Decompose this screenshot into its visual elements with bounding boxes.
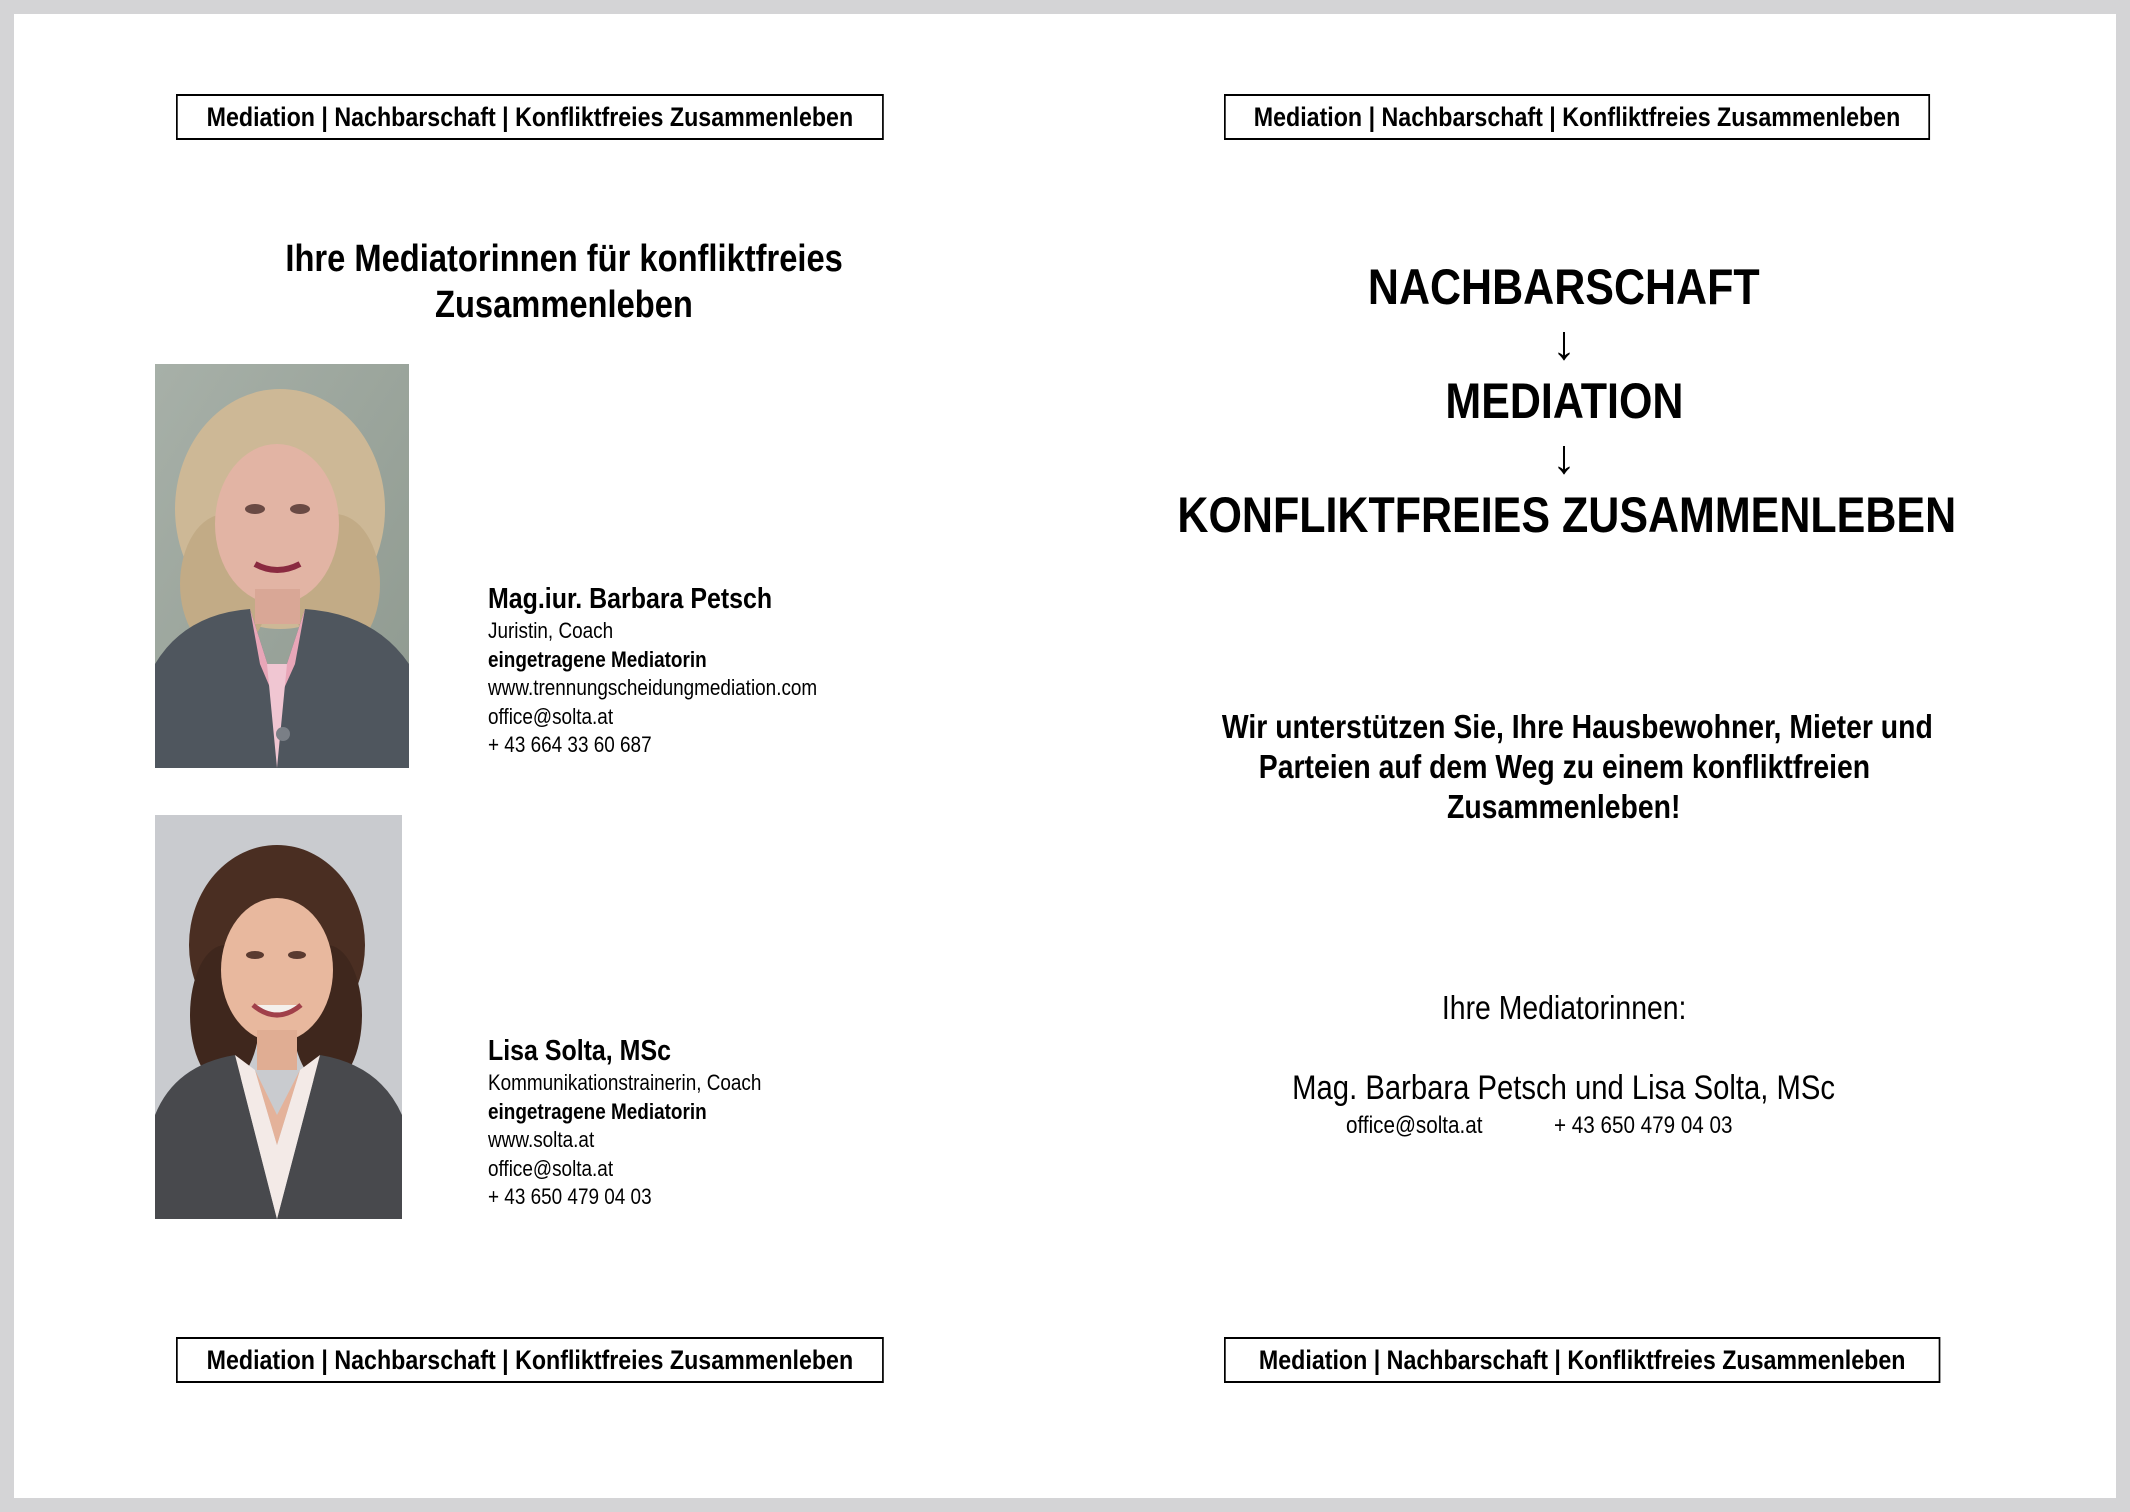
footer-phone-text: + 43 650 479 04 03 (1554, 1112, 1733, 1139)
mediators-names-text: Mag. Barbara Petsch und Lisa Solta, MSc (1292, 1069, 1836, 1107)
mediators-names (1164, 1069, 1964, 1108)
mediator-phone: + 43 650 479 04 03 (488, 1184, 652, 1209)
brochure-sheet (14, 14, 2116, 1498)
mediator-website[interactable]: www.solta.at (488, 1127, 595, 1152)
mediator-phone: + 43 664 33 60 687 (488, 732, 652, 757)
footer-email[interactable] (1346, 1112, 1505, 1140)
banner-text: Mediation | Nachbarschaft | Konfliktfreies Zusammenleben (206, 101, 854, 132)
contact-lisa-solta (488, 1033, 806, 1212)
mediator-certification: eingetragene Mediatorin (488, 646, 707, 672)
left-page-heading (164, 236, 964, 328)
support-statement (1164, 707, 1964, 827)
banner-text: Mediation | Nachbarschaft | Konfliktfreies Zusammenleben (206, 1344, 854, 1375)
mediator-role: Juristin, Coach (488, 618, 614, 643)
mediator-website[interactable]: www.trennungscheidungmediation.com (488, 675, 818, 700)
footer-banner-left (176, 1337, 884, 1383)
header-banner-right (1224, 94, 1930, 140)
flow-diagram (1114, 259, 2014, 543)
photo-lisa-solta (155, 815, 402, 1219)
arrow-down-icon: ↓ (1552, 431, 1576, 484)
footer-phone (1554, 1112, 1762, 1140)
arrow-down-icon: ↓ (1552, 317, 1576, 370)
flow-step-zusammenleben: KONFLIKTFREIES ZUSAMMENLEBEN (1177, 487, 1957, 543)
mediator-role: Kommunikationstrainerin, Coach (488, 1070, 762, 1095)
footer-banner-right (1224, 1337, 1940, 1383)
flow-step-nachbarschaft: NACHBARSCHAFT (1368, 259, 1760, 315)
banner-text: Mediation | Nachbarschaft | Konfliktfreies Zusammenleben (1253, 101, 1901, 132)
support-line: Zusammenleben! (1447, 788, 1681, 825)
contact-barbara-petsch (488, 581, 871, 760)
header-banner-left (176, 94, 884, 140)
support-line: Wir unterstützen Sie, Ihre Hausbewohner, Mieter und (1221, 708, 1933, 745)
mediator-name: Lisa Solta, MSc (488, 1035, 671, 1067)
mediators-label-text: Ihre Mediatorinnen: (1441, 989, 1687, 1026)
photo-barbara-petsch (155, 364, 409, 768)
mediator-email[interactable]: office@solta.at (488, 1155, 614, 1181)
mediator-name: Mag.iur. Barbara Petsch (488, 583, 773, 615)
support-line: Parteien auf dem Weg zu einem konfliktfreien (1258, 748, 1870, 785)
mediators-label (1164, 989, 1964, 1027)
banner-text: Mediation | Nachbarschaft | Konfliktfreies Zusammenleben (1258, 1344, 1906, 1375)
mediator-email[interactable]: office@solta.at (488, 703, 614, 729)
heading-line: Ihre Mediatorinnen für konfliktfreies (285, 238, 843, 280)
footer-email-text: office@solta.at (1346, 1112, 1483, 1139)
mediator-certification: eingetragene Mediatorin (488, 1098, 707, 1124)
heading-line: Zusammenleben (435, 284, 693, 326)
flow-step-mediation: MEDIATION (1444, 373, 1684, 429)
